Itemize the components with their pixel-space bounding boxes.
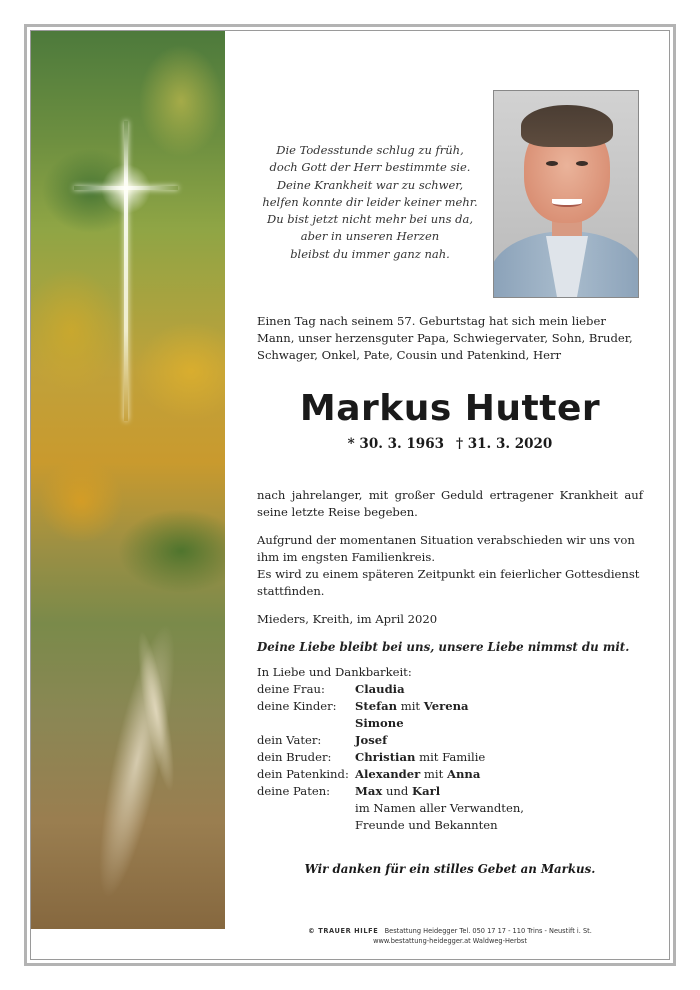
poem-line: doch Gott der Herr bestimmte sie.: [269, 160, 471, 175]
forest-path-cross-image: [31, 31, 225, 929]
relation-label: dein Bruder:: [257, 750, 332, 764]
footer-contact: Bestattung Heidegger Tel. 050 17 17 - 110 Trins - Neustift i. St.: [384, 927, 592, 935]
passing-text: nach jahrelanger, mit großer Geduld ertragener Krankheit auf seine letzte Reise begeben.: [257, 488, 643, 519]
footer: [250, 926, 650, 946]
poem-line: Deine Krankheit war zu schwer,: [276, 177, 464, 192]
final-prayer-line: Wir danken für ein stilles Gebet an Markus.: [304, 862, 596, 876]
footer-website: www.bestattung-heidegger.at Waldweg-Herbst: [373, 937, 527, 945]
family-row: [257, 766, 524, 783]
place-date: Mieders, Kreith, im April 2020: [257, 612, 438, 626]
deceased-name: Markus Hutter: [299, 388, 601, 429]
relation-label: deine Paten:: [257, 784, 331, 798]
portrait-mouth: [552, 199, 582, 207]
poem-line: Die Todesstunde schlug zu früh,: [276, 143, 464, 157]
poem-line: Du bist jetzt nicht mehr bei uns da,: [266, 212, 474, 227]
family-row: [257, 783, 524, 800]
relation-label: deine Frau:: [257, 682, 325, 696]
poem-line: bleibst du immer ganz nah.: [290, 246, 450, 261]
service-info-line: Es wird zu einem späteren Zeitpunkt ein feierlicher Gottesdienst stattfinden.: [257, 567, 640, 598]
relative-name: Alexander: [355, 767, 421, 781]
poem-line: aber in unseren Herzen: [300, 229, 440, 244]
relative-name: Simone: [355, 716, 404, 730]
family-row: [257, 715, 524, 732]
connector-text: mit Familie: [415, 750, 486, 764]
funeral-info: [257, 532, 643, 600]
footer-line-1: [250, 926, 650, 936]
relative-name: Claudia: [355, 682, 405, 696]
death-date: † 31. 3. 2020: [456, 436, 553, 452]
family-row: [257, 817, 524, 834]
funeral-info-line: Aufgrund der momentanen Situation verabschieden wir uns von ihm im engsten Familienkreis.: [257, 533, 635, 564]
thanks-heading: In Liebe und Dankbarkeit:: [257, 665, 412, 679]
family-row: [257, 732, 524, 749]
portrait-eye-right: [576, 161, 588, 166]
relative-name: Karl: [412, 784, 441, 798]
life-dates: [250, 436, 650, 452]
poem: [250, 142, 490, 263]
motto: Deine Liebe bleibt bei uns, unsere Liebe nimmst du mit.: [257, 640, 630, 654]
relative-name: Verena: [423, 699, 469, 713]
family-row: [257, 698, 524, 715]
family-row: [257, 681, 524, 698]
relative-name: Anna: [446, 767, 481, 781]
cross-horizontal-beam: [74, 186, 178, 190]
relation-label: dein Patenkind:: [257, 767, 349, 781]
portrait-eye-left: [546, 161, 558, 166]
relative-name: Christian: [355, 750, 416, 764]
family-row: [257, 800, 524, 817]
connector-text: mit: [420, 767, 447, 781]
closing-line: im Namen aller Verwandten,: [355, 801, 524, 815]
poem-line: helfen konnte dir leider keiner mehr.: [262, 194, 478, 209]
intro-text: Einen Tag nach seinem 57. Geburtstag hat sich mein lieber Mann, unser herzensguter Papa, Schwiegervater, Sohn, Bruder, Schwager, Onkel, Pate, Cousin und Patenkind, Herr: [257, 314, 633, 362]
relation-label: dein Vater:: [257, 733, 322, 747]
closing-line: Freunde und Bekannten: [355, 818, 498, 832]
family-list: [257, 681, 524, 834]
relative-name: Josef: [355, 733, 388, 747]
family-row: [257, 749, 524, 766]
connector-text: und: [382, 784, 412, 798]
connector-text: mit: [397, 699, 424, 713]
relative-name: Max: [355, 784, 383, 798]
relative-name: Stefan: [355, 699, 398, 713]
portrait-photo: [493, 90, 639, 298]
cross-vertical-beam: [124, 121, 128, 421]
trauer-hilfe-logo: © TRAUER HILFE: [308, 927, 379, 935]
relation-label: deine Kinder:: [257, 699, 337, 713]
portrait-hair: [521, 105, 613, 147]
birth-date: * 30. 3. 1963: [347, 436, 444, 452]
